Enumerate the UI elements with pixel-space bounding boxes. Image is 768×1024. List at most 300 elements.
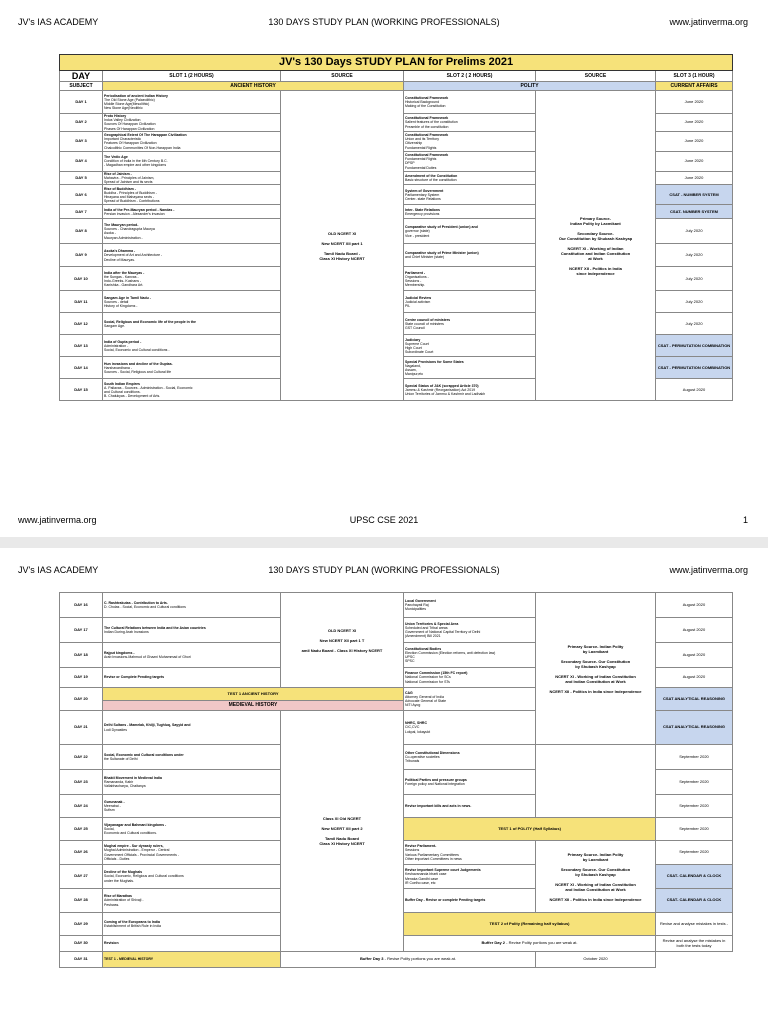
day-cell: DAY 20 — [60, 688, 103, 711]
slot2-cell — [404, 244, 536, 267]
cell-line: Geographical Extent Of The Harappan Civilization — [104, 132, 187, 137]
cell-line: Condition of India in the 6th Century B.C. — [104, 159, 168, 164]
cell-line: India of the Pre-Mauryan period - Nandas - — [104, 207, 175, 212]
day-cell: DAY 24 — [60, 795, 103, 818]
slot3-cell — [656, 205, 733, 219]
slot1-cell — [103, 795, 281, 818]
day-cell: DAY 30 — [60, 936, 103, 952]
col-day: DAY — [60, 71, 103, 82]
slot2-cell — [404, 185, 536, 205]
cell-line: Social, Religious and Economic life of the people in the — [104, 319, 196, 324]
slot1-cell — [103, 219, 281, 244]
cell-line: Rise of Marathas — [104, 894, 133, 899]
cell-line: Secondary Source- Our Constitution — [560, 866, 631, 872]
cell-line: The Mauryan period- — [104, 223, 139, 228]
cell-line: Basic structure of the constitution — [405, 178, 457, 183]
cell-line: OLD NCERT XI — [327, 230, 357, 236]
cell-line: CSAT - PERMUTATION COMBINATION — [657, 342, 731, 348]
source-2-cell — [536, 91, 656, 401]
cell-line: The Vedic Age — [104, 155, 128, 159]
slot3-cell — [656, 770, 733, 795]
cell-line: Foreign policy and National integration — [405, 782, 465, 786]
slot2-cell — [404, 889, 536, 913]
cell-line: D. Cholas - Social, Economic and Cultural conditions — [104, 605, 186, 609]
cell-line: Sessions - — [405, 278, 422, 283]
slot2-cell — [404, 267, 536, 291]
day-cell: DAY 10 — [60, 267, 103, 291]
cell-line: August 2020 — [682, 674, 706, 680]
cell-line: Citizenship — [405, 141, 423, 146]
source-2-blank — [536, 745, 656, 818]
cell-line: Administration - — [104, 343, 129, 348]
day-cell: DAY 9 — [60, 244, 103, 267]
cell-line: Sufism — [104, 808, 115, 813]
header-center: 130 DAYS STUDY PLAN (WORKING PROFESSIONALS) — [268, 565, 500, 575]
cell-line: NCERT XII - Politics in India since Independence — [549, 896, 642, 902]
header-left: JV's IAS ACADEMY — [18, 565, 99, 575]
cell-line: CSAT ANALYTICAL REASONING — [662, 695, 725, 701]
cell-line: CAG — [405, 690, 413, 695]
slot1-cell — [103, 643, 281, 668]
cell-line: Primary Source- — [580, 215, 611, 221]
cell-line: Amendment of the Constitution — [405, 173, 458, 178]
cell-line: Tamil Nadu Board — [325, 836, 359, 841]
cell-line: Sessions — [405, 848, 420, 853]
slot3-cell — [656, 357, 733, 379]
slot1-cell — [103, 379, 281, 401]
cell-line: Hinayana and Mahayana sects - — [104, 194, 155, 199]
cell-line: Fundamental Duties — [405, 165, 437, 170]
cell-line: CIC,CVC — [405, 725, 420, 730]
header-center: 130 DAYS STUDY PLAN (WORKING PROFESSIONALS) — [268, 17, 500, 27]
cell-line: Constitutional Framework — [405, 95, 449, 100]
cell-line: Decline of Mauryas. — [104, 257, 135, 262]
cell-line: DPSP — [405, 161, 415, 166]
table-row — [60, 952, 733, 968]
cell-line: CSAT - NUMBER SYSTEM — [669, 191, 719, 197]
slot1-cell — [103, 335, 281, 357]
day-cell: DAY 25 — [60, 818, 103, 841]
cell-line: Vice - president — [405, 233, 430, 238]
cell-line: July 2020 — [685, 228, 703, 234]
slot3-cell — [656, 335, 733, 357]
slot1-cell — [103, 865, 281, 889]
cell-line: IR Coelho case, etc — [405, 880, 436, 885]
cell-line: Phases Of Harappan Civilization — [104, 126, 155, 131]
cell-line: Chalcolithic Communities Of Non-Harappan India — [104, 145, 181, 150]
day-cell: DAY 18 — [60, 643, 103, 668]
slot1-cell — [103, 91, 281, 114]
slot2-cell — [404, 205, 536, 219]
cell-line: Social, Economic, Religious and Cultural conditions — [104, 874, 184, 879]
slot1-cell — [103, 357, 281, 379]
cell-line: Establishment of British Rule in India — [104, 924, 161, 928]
cell-line: October 2020 — [583, 956, 608, 962]
slot2-cell — [404, 291, 536, 313]
cell-line: Revise Parliament- — [405, 844, 437, 849]
cell-line: Revise and analyse the mistakes in — [662, 938, 726, 944]
cell-line: June 2020 — [684, 119, 704, 125]
cell-line: OLD NCERT XI — [327, 627, 357, 633]
slot2-cell — [404, 711, 536, 745]
slot1-cell — [103, 593, 281, 618]
cell-line: June 2020 — [684, 138, 704, 144]
cell-line: August 2020 — [682, 651, 706, 657]
slot2-cell — [404, 668, 536, 688]
cell-line: Tribunals — [405, 759, 420, 764]
cell-line: Advocate General of State — [405, 699, 447, 703]
cell-line: Constitutional Bodies — [405, 646, 442, 651]
cell-line: Attorney General of India — [405, 694, 444, 699]
slot3-cell — [656, 151, 733, 171]
cell-line: SPSC — [405, 659, 415, 664]
cell-line: NCERT XI - Working of Indian Constitution — [555, 881, 636, 887]
cell-line: Nagaland, — [405, 363, 421, 368]
slot1-cell — [103, 770, 281, 795]
slot3-cell — [656, 865, 733, 889]
day-cell: DAY 14 — [60, 357, 103, 379]
day-cell: DAY 4 — [60, 151, 103, 171]
cell-line: (Amendment) Bill 2021 — [405, 634, 441, 639]
slot3-cell — [656, 171, 733, 185]
slot3-cell — [656, 618, 733, 643]
slot2-cell — [404, 171, 536, 185]
cell-line: Rajput kingdoms - — [104, 650, 135, 655]
day-cell: DAY 21 — [60, 711, 103, 745]
slot2-cell — [404, 313, 536, 335]
cell-line: Constitutional Framework — [405, 152, 449, 157]
cell-line: Government Officials - Provincial Governments - — [104, 852, 180, 857]
cell-line: Revise and analyse mistakes in tests - — [659, 920, 729, 926]
cell-line: and Indian Constitution at Work — [565, 886, 626, 892]
slot3-cell — [656, 643, 733, 668]
cell-line: Coming of the Europeans to India — [104, 919, 160, 924]
cell-line: Social, Economic and Cultural conditions under — [104, 752, 184, 757]
day-cell: DAY 3 — [60, 131, 103, 151]
header-right[interactable]: www.jatinverma.org — [669, 17, 748, 27]
cell-line: Class XI Old NCERT — [322, 816, 362, 821]
cell-line: Government of National Capital Territory of Delhi — [405, 630, 481, 634]
cell-line: Sources - Social, Religious and Cultural life — [104, 370, 172, 375]
header-right[interactable]: www.jatinverma.org — [669, 565, 748, 575]
slot2-cell — [404, 795, 536, 818]
cell-line: Fundamental Rights — [405, 145, 437, 150]
cell-line: Sangam Age. — [104, 323, 126, 328]
slot2-cell — [404, 219, 536, 244]
slot3-cell — [656, 91, 733, 114]
slot3-cell — [656, 841, 733, 865]
cell-line: Manipur,etc — [405, 372, 424, 377]
cell-line: Menaka Gandhi case — [405, 876, 439, 881]
cell-line: Revise important bills and acts in news. — [405, 803, 472, 808]
cell-line: June 2020 — [684, 175, 704, 181]
cell-line: Union Territories & Special Area — [405, 621, 459, 626]
cell-line: June 2020 — [684, 158, 704, 164]
cell-line: Finance Commission (15th FC report) — [405, 671, 468, 676]
buffer-day-label: Buffer Day 3 — [359, 956, 384, 962]
cell-line: both the tests today — [676, 942, 712, 948]
cell-line: C. Rashtrakutas - Contribution to Arts. — [104, 600, 168, 605]
cell-line: Secondary Source- — [577, 230, 614, 236]
cell-line: Lodi Dynasties — [104, 727, 127, 732]
col-slot1: SLOT 1 (2 HOURS) — [103, 71, 281, 82]
buffer-day-cell — [281, 952, 536, 968]
cell-line: A. Pallavas - Sources - Administration - Social, Economic — [104, 385, 193, 390]
day-cell: DAY 15 — [60, 379, 103, 401]
cell-line: Local Government — [405, 598, 436, 603]
cell-line: Political Parties and pressure groups — [405, 777, 467, 782]
cell-line: by Laxmikant — [582, 648, 609, 654]
cell-line: Special Provisions for Some States — [405, 359, 464, 364]
cell-line: Revise important Supreme court Judgements — [405, 868, 481, 873]
cell-line: Indian During Arab Invasions — [104, 630, 149, 634]
cell-line: Class XI History NCERT — [319, 841, 365, 846]
cell-line: by Shubash Kashyap — [575, 663, 616, 669]
day-cell: DAY 1 — [60, 91, 103, 114]
cell-line: System of Government — [405, 188, 444, 193]
slot1-cell — [103, 291, 281, 313]
cell-line: July 2020 — [685, 298, 703, 304]
cell-line: Fundamental Rights — [405, 157, 437, 162]
page-footer — [0, 515, 768, 529]
cell-line: Assam, — [405, 367, 417, 372]
slot2-cell — [404, 593, 536, 618]
subject-label: SUBJECT — [60, 82, 103, 91]
cell-line: TEST 1 - MEDIEVAL HISTORY — [104, 957, 154, 962]
cell-line: Mauryan Administration - — [104, 235, 143, 240]
cell-line: and Cultural conditions. — [104, 389, 141, 394]
slot2-cell — [404, 91, 536, 114]
cell-line: Constitution and Indian Constitution — [560, 250, 631, 256]
cell-line: Organisations - — [405, 274, 429, 279]
slot3-cell — [656, 313, 733, 335]
cell-line: Decline of the Mughals — [104, 870, 143, 875]
cell-line: Social, — [104, 826, 115, 831]
cell-line: Supreme Court — [405, 341, 429, 346]
cell-line: Officials - Duties — [104, 856, 130, 861]
cell-line: Spread of Jainism and its sects — [104, 180, 153, 185]
cell-line: Salient features of the constitution — [405, 120, 458, 125]
cell-line: Vijayanagar and Bahmani kingdoms - — [104, 822, 167, 827]
cell-line: Arab Invasions-Mahmud of Ghazni Muhammad of Ghori — [104, 655, 191, 659]
slot2-cell — [404, 335, 536, 357]
cell-line: Historical Background — [405, 99, 440, 104]
cell-line: Sources - Chandragupta Maurya — [104, 227, 155, 232]
slot3-cell — [656, 114, 733, 132]
study-plan-table-2 — [59, 592, 733, 968]
cell-line: Gurunanak - — [104, 799, 125, 804]
slot1-cell — [103, 131, 281, 151]
cell-line: Judiciary — [405, 337, 421, 342]
slot3-cell — [656, 668, 733, 688]
slot3-cell — [656, 185, 733, 205]
cell-line: Tamil Nadu Board - — [323, 250, 361, 256]
cell-line: Spread of Buddhism - Contributions — [104, 199, 160, 204]
cell-line: Keshavananda bharti case — [405, 872, 447, 877]
col-slot2: SLOT 2 ( 2 HOURS) — [404, 71, 536, 82]
cell-line: Constitutional Framework — [405, 116, 449, 121]
cell-line: Subordinate Court — [405, 350, 434, 355]
cell-line: New NCERT XII part 1 T — [319, 637, 365, 643]
cell-line: NCERT XI - Working of Indian Constitution — [555, 673, 636, 679]
slot1-cell — [103, 745, 281, 770]
cell-line: Indian Polity by Laxmikant — [570, 220, 621, 226]
slot3-cell — [656, 244, 733, 267]
day-cell: DAY 2 — [60, 114, 103, 132]
slot1-cell — [103, 114, 281, 132]
test-polity-2: TEST 2 of Polity (Remaining half syllabus) — [404, 913, 656, 936]
subject-current-affairs: CURRENT AFFAIRS — [656, 82, 733, 91]
slot3-cell — [536, 952, 656, 968]
cell-line: - Magadhan empire and other kingdoms — [104, 163, 167, 168]
subject-ancient-history: ANCIENT HISTORY — [103, 82, 404, 91]
cell-line: Parliamentary System — [405, 192, 440, 197]
slot3-cell — [656, 795, 733, 818]
cell-line: Meerabai - — [104, 803, 121, 808]
cell-line: Judicial activism — [405, 299, 431, 304]
cell-line: Our Constitution by Shubash Kashyap — [558, 235, 633, 241]
cell-line: Harshavardhana - — [104, 365, 133, 370]
cell-line: The Old Stone Age (Palaeolithic) — [104, 97, 155, 102]
cell-line: CSAT ANALYTICAL REASONING — [662, 724, 725, 730]
cell-line: India after the Mauryas - — [104, 270, 145, 275]
cell-line: Union and its Territory — [405, 137, 439, 142]
cell-line: Features Of Harappan Civilization — [104, 141, 157, 146]
cell-line: the Sungas - Kanvas - — [104, 274, 139, 279]
buffer-day-label: Buffer Day 2 — [481, 940, 506, 946]
day-cell: DAY 6 — [60, 185, 103, 205]
cell-line: Preamble of the constitution — [405, 124, 449, 129]
day-cell: DAY 5 — [60, 171, 103, 185]
cell-line: Kanishka - Gandhara Art. — [104, 283, 144, 288]
cell-line: Sangam Age in Tamil Nadu - — [104, 295, 151, 300]
cell-line: at Work — [588, 255, 603, 261]
cell-line: Ramananda, Kabir — [104, 779, 134, 784]
source-2b-cell — [536, 841, 656, 913]
cell-line: Special Status of J&K (scrapped Article 370) — [405, 383, 479, 388]
cell-line: Indus Valley Civilization — [104, 118, 141, 123]
cell-line: India of Gupta period - — [104, 339, 142, 344]
cell-line: NCERT XII - Politics in India since Independence — [549, 688, 642, 694]
cell-line: Economic and Cultural conditions. — [104, 831, 157, 836]
cell-line: Proto History — [104, 114, 127, 118]
cell-line: Periodisation of ancient Indian History — [104, 93, 168, 98]
day-cell: DAY 11 — [60, 291, 103, 313]
cell-line: Asoka's Dhamma - — [104, 249, 136, 254]
slot1-cell — [103, 913, 281, 936]
slot2-cell — [404, 357, 536, 379]
study-plan-table — [59, 54, 733, 401]
cell-line: September 2020 — [679, 778, 709, 784]
day-cell: DAY 12 — [60, 313, 103, 335]
cell-line: and Chief Minister (state) — [405, 255, 445, 260]
day-cell: DAY 13 — [60, 335, 103, 357]
slot2-cell — [404, 379, 536, 401]
cell-line: amil Nadu Board - Class XI History NCERT — [301, 647, 383, 653]
cell-line: August 2020 — [682, 626, 706, 632]
footer-center: UPSC CSE 2021 — [349, 515, 419, 525]
day-cell: DAY 29 — [60, 913, 103, 936]
slot1-cell — [103, 889, 281, 913]
cell-line: by Shubash Kashyap — [575, 871, 616, 877]
cell-line: Important Characteristic — [104, 137, 142, 142]
buffer-day-text: - Revise Polity portions you are weak at. — [383, 956, 457, 962]
day-cell: DAY 19 — [60, 668, 103, 688]
day-cell: DAY 7 — [60, 205, 103, 219]
cell-line: August 2020 — [682, 386, 706, 392]
source-2-cell — [536, 593, 656, 745]
table-row — [60, 593, 733, 618]
cell-line: Making of the Constitution — [405, 104, 446, 109]
cell-line: CSAT- CALENDAR & CLOCK — [666, 873, 722, 879]
cell-line: Rise of Buddhism - — [104, 186, 136, 191]
slot3-cell — [656, 913, 733, 936]
cell-line: July 2020 — [685, 275, 703, 281]
col-source: SOURCE — [281, 71, 404, 82]
source-1-cell — [281, 593, 404, 688]
cell-line: Sources - detail — [104, 299, 129, 304]
slot1-cell — [103, 618, 281, 643]
cell-line: History of Kingdoms - — [104, 304, 138, 309]
source-1-cell — [281, 91, 404, 401]
footer-left[interactable]: www.jatinverma.org — [18, 515, 97, 525]
cell-line: September 2020 — [679, 825, 709, 831]
cell-line: Constitutional Framework — [405, 132, 449, 137]
day-cell: DAY 31 — [60, 952, 103, 968]
cell-line: New NCERT XII part 2 — [321, 826, 363, 831]
slot1-cell — [103, 313, 281, 335]
slot1-cell — [103, 244, 281, 267]
col-slot3: SLOT 3 (1 HOUR) — [656, 71, 733, 82]
cell-line: PIL — [405, 304, 411, 309]
cell-line: August 2020 — [682, 601, 706, 607]
test-ancient-history — [103, 688, 404, 711]
cell-line: Primary Source- Indian Polity — [567, 851, 624, 857]
cell-line: the Sultanate of Delhi — [104, 757, 138, 761]
cell-line: September 2020 — [679, 753, 709, 759]
cell-line: Panchayati Raj — [405, 602, 429, 607]
test-polity-1: TEST 1 of POLITY (Half Syllabus) — [404, 818, 656, 841]
slot1-cell — [103, 952, 281, 968]
slot3-cell — [656, 936, 733, 952]
cell-line: under the Mughals. — [104, 878, 134, 883]
source-1b-cell — [281, 711, 404, 952]
cell-line: Lokpal, lokayukt — [405, 729, 431, 734]
day-cell: DAY 28 — [60, 889, 103, 913]
cell-line: September 2020 — [679, 802, 709, 808]
cell-line: Judicial Review — [405, 295, 432, 300]
buffer-day-text: - Revise Polity portions you are weak at. — [505, 940, 578, 946]
day-cell: DAY 23 — [60, 770, 103, 795]
cell-line: Buffer Day - Revise or complete Pending targets — [405, 898, 486, 903]
cell-line: June 2020 — [684, 98, 704, 104]
cell-line: Primary Source- Indian Polity — [567, 643, 624, 649]
cell-line: UPSC — [405, 655, 415, 659]
page-2 — [0, 548, 768, 1024]
cell-line: Social, Economic and Cultural conditions - — [104, 348, 170, 353]
cell-line: Membership. — [405, 283, 426, 288]
slot1-cell — [103, 711, 281, 745]
cell-line: Development of Art and Architecture - — [104, 253, 163, 258]
cell-line: Co-operative societies — [405, 754, 440, 759]
cell-line: CSAT- CALENDAR & CLOCK — [666, 897, 722, 903]
cell-line: Administration of Shivaji - — [104, 898, 144, 903]
cell-line: Mughal empire - Sur dynasty rulers, — [104, 844, 164, 849]
cell-line: Comparative study of Prime Minister (union) — [405, 251, 479, 256]
slot3-cell — [656, 745, 733, 770]
slot1-cell — [103, 668, 281, 688]
slot1-cell — [103, 185, 281, 205]
